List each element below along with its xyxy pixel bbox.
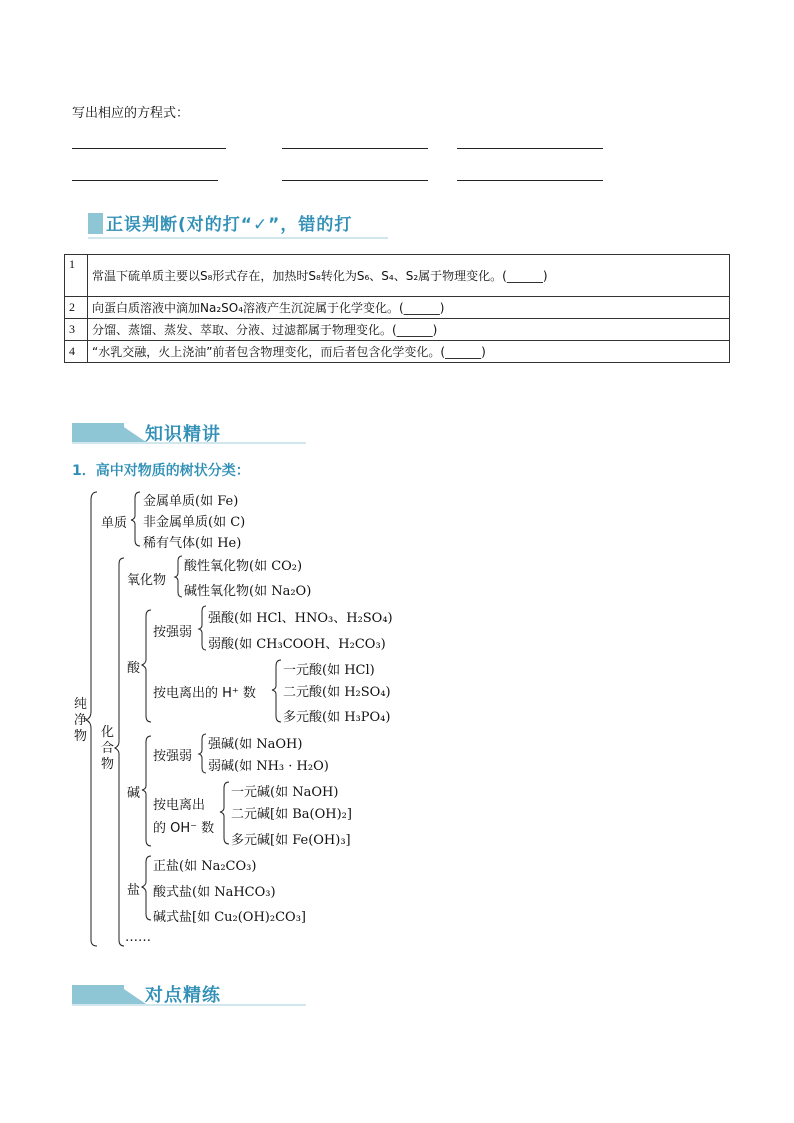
base-label: 碱 bbox=[127, 786, 141, 801]
row-text: “水乳交融，火上浇油”前者包含物理变化，而后者包含化学变化。(______) bbox=[88, 341, 730, 363]
salt-item: 酸式盐(如 NaHCO₃) bbox=[153, 885, 276, 900]
base-strength-label: 按强弱 bbox=[153, 749, 193, 764]
section-title-practice: 对点精练 bbox=[145, 985, 221, 1006]
simple-brace bbox=[131, 492, 140, 546]
acid-h-brace bbox=[272, 660, 281, 722]
acid-brace bbox=[142, 610, 151, 722]
salt-brace bbox=[142, 856, 151, 920]
acid-strength-item: 强酸(如 HCl、HNO₃、H₂SO₄) bbox=[208, 611, 393, 626]
base-strength-item: 强碱(如 NaOH) bbox=[208, 737, 303, 752]
row-text: 分馏、蒸馏、蒸发、萃取、分液、过滤都属于物理变化。(______) bbox=[88, 319, 730, 341]
acid-h-item: 二元酸(如 H₂SO₄) bbox=[283, 685, 391, 700]
salt-item: 碱式盐[如 Cu₂(OH)₂CO₃] bbox=[153, 910, 306, 925]
row-number: 1 bbox=[65, 255, 88, 297]
base-oh-label: 按电离出 bbox=[153, 798, 206, 813]
oxide-brace bbox=[175, 556, 182, 597]
oxide-label: 氧化物 bbox=[127, 573, 167, 588]
simple-item: 稀有气体(如 He) bbox=[143, 536, 242, 551]
acid-h-item: 多元酸(如 H₃PO₄) bbox=[283, 710, 391, 725]
base-oh-item: 二元碱[如 Ba(OH)₂] bbox=[231, 807, 352, 822]
base-oh-item: 多元碱[如 Fe(OH)₃] bbox=[231, 833, 351, 848]
base-strength-item: 弱碱(如 NH₃ · H₂O) bbox=[208, 759, 329, 774]
row-number: 3 bbox=[65, 319, 88, 341]
oxide-item: 碱性氧化物(如 Na₂O) bbox=[184, 584, 312, 599]
row-text: 向蛋白质溶液中滴加Na₂SO₄溶液产生沉淀属于化学变化。(______) bbox=[88, 297, 730, 319]
compound-label: 化合物 bbox=[101, 725, 115, 772]
row-number: 4 bbox=[65, 341, 88, 363]
root-label: 纯净物 bbox=[74, 697, 88, 744]
base-strength-brace bbox=[199, 734, 206, 773]
oxide-item: 酸性氧化物(如 CO₂) bbox=[184, 559, 303, 574]
tree-heading: 1．高中对物质的树状分类： bbox=[72, 463, 250, 479]
salt-label: 盐 bbox=[127, 883, 141, 898]
compound-brace bbox=[115, 558, 124, 946]
section-accent-bar bbox=[72, 985, 124, 1004]
acid-strength-item: 弱酸(如 CH₃COOH、H₂CO₃) bbox=[208, 637, 386, 652]
section-accent-tail bbox=[118, 985, 146, 1004]
row-text: 常温下硫单质主要以S₈形式存在，加热时S₈转化为S₆、S₄、S₂属于物理变化。(______) bbox=[88, 255, 730, 297]
judgment-header: 正误判断(对的打“✓”，错的打 bbox=[106, 215, 353, 235]
base-brace bbox=[142, 736, 151, 846]
base-oh-item: 一元碱(如 NaOH) bbox=[231, 785, 339, 800]
row-number: 2 bbox=[65, 297, 88, 319]
ellipsis: …… bbox=[125, 930, 151, 945]
intro-text: 写出相应的方程式： bbox=[72, 106, 190, 121]
section-title-knowledge: 知识精讲 bbox=[145, 424, 221, 445]
simple-item: 非金属单质(如 C) bbox=[143, 515, 246, 530]
simple-label: 单质 bbox=[101, 516, 128, 531]
base-oh-label: 的 OH⁻ 数 bbox=[153, 821, 215, 836]
acid-h-label: 按电离出的 H⁺ 数 bbox=[153, 686, 256, 701]
acid-strength-label: 按强弱 bbox=[153, 625, 193, 640]
acid-label: 酸 bbox=[127, 661, 141, 676]
simple-item: 金属单质(如 Fe) bbox=[143, 494, 239, 509]
acid-h-item: 一元酸(如 HCl) bbox=[283, 663, 375, 678]
salt-item: 正盐(如 Na₂CO₃) bbox=[153, 859, 257, 874]
acid-strength-brace bbox=[199, 606, 206, 650]
base-oh-brace bbox=[220, 782, 229, 844]
